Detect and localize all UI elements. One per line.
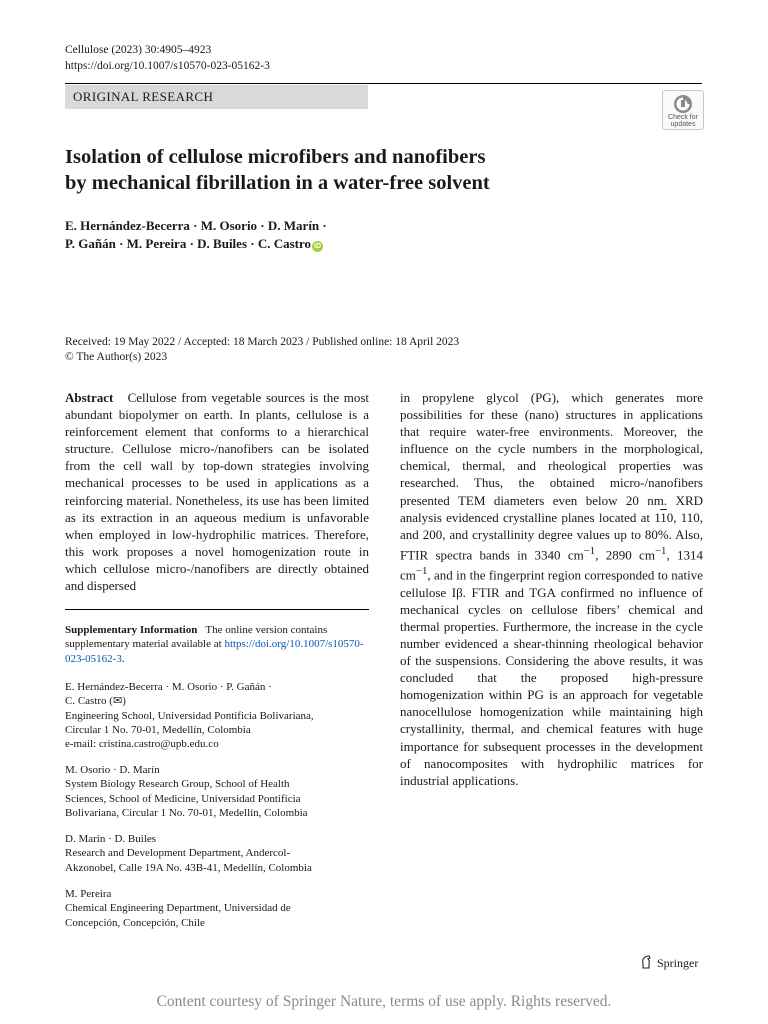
affiliation-line: Bolivariana, Circular 1 No. 70-01, Medellín, Colombia [65,806,308,819]
affiliation-line: System Biology Research Group, School of Health [65,778,290,791]
affiliation-names: M. Osorio · D. Marín [65,764,160,776]
header-rule [65,83,702,84]
affiliation-names: E. Hernández-Becerra · M. Osorio · P. Gañán · [65,681,272,693]
footnote-rule [65,609,369,610]
section-label: ORIGINAL RESEARCH [65,85,368,109]
affiliation-block-2 [65,763,369,820]
affiliation-block-3 [65,832,369,875]
check-updates-icon [673,94,693,114]
abstract-sep-1: , 2890 cm [595,547,655,563]
affiliation-line: Research and Development Department, Andercol- [65,847,291,860]
supplementary-text: The online version contains supplementary material available at [65,624,328,651]
abstract-heading: Abstract [65,390,114,405]
abstract-text-right-1: in propylene glycol (PG), which generates more possibilities for these (nano) structures in applications that require water-free environments. Moreover, the influence on the cycle numbers in the morphological, chemical, thermal, and rheological properties was researched. Thus, the obtained micro-/nanofibers presented TEM diameters even below 20 nm. XRD analysis evidenced crystalline planes located at 1 [400,390,703,525]
article-title [65,144,625,196]
mail-icon[interactable]: ✉ [112,695,123,708]
abstract-text-right-2: 0, 110, and 200, and crystallinity degree values up to 80%. Also, FTIR spectra bands in 3340 cm [400,509,703,563]
publication-dates [65,335,459,365]
springer-logo [640,955,698,971]
check-for-updates-badge[interactable] [662,90,704,130]
springer-horse-icon [640,955,653,969]
affiliation-block-4 [65,887,369,930]
affiliation-line: Engineering School, Universidad Pontificia Bolivariana, [65,709,314,722]
supplementary-heading: Supplementary Information [65,624,198,636]
courtesy-notice: Content courtesy of Springer Nature, terms of use apply. Rights reserved. [156,993,612,1010]
doi-link[interactable]: https://doi.org/10.1007/s10570-023-05162-3 [65,60,270,72]
journal-citation: Cellulose (2023) 30:4905–4923 [65,44,212,56]
affiliation-line: Concepción, Concepción, Chile [65,916,205,929]
publisher-name: Springer [657,956,699,970]
abstract-sep-2: , 1314 cm [400,547,703,583]
history-dates: Received: 19 May 2022 / Accepted: 18 March 2023 / Published online: 18 April 2023 [65,336,460,348]
author-list [65,217,585,253]
affiliation-line: Circular 1 No. 70-01, Medellín, Colombia [65,723,251,736]
affiliation-names-line-2: C. Castro (✉) [65,695,126,708]
abstract-text-right-3: , and in the fingerprint region corresponded to native cellulose Iβ. FTIR and TGA confirmed no influence of mechanical cycles on cellulose fibers’ chemical and thermal properties. Furthermore, the increase in the cycle number evidenced a shear-thinning rheological behavior of the suspensions. Considering the above results, it was concluded that the proposed high-pressure homogenization within PG is an approach for vegetable nanocellulose homogenization while maintaining high crystallinity, thermal, and chemical features with huge importance for subsequent processes in the development of nanocomposites with hydrophilic matrices for industrial applications. [400,567,703,788]
affiliation-block-1 [65,680,369,751]
authors-line-2: P. Gañán · M. Pereira · D. Builes · C. Castro [65,236,312,251]
affiliation-names: M. Pereira [65,888,112,900]
abstract-right-column [400,389,703,789]
copyright-line: © The Author(s) 2023 [65,351,168,363]
orcid-icon[interactable]: iD [314,243,322,250]
affiliation-email[interactable]: e-mail: cristina.castro@upb.edu.co [65,738,219,751]
affiliation-line: Akzonobel, Calle 19A No. 43B-41, Medellín, Colombia [65,861,312,874]
affiliation-line: Sciences, School of Medicine, Universidad Pontificia [65,792,301,805]
overlined-digit: 1 [660,509,667,525]
abstract-text-left: Cellulose from vegetable sources is the most abundant biopolymer on earth. In plants, cellulose is a reinforcement element that conforms to a hierarchical structure. Cellulose micro-/nanofibers can be isolated from the cell wall by top-down strategies involving mechanical processes to be used in applications as a reinforcing material. Nonetheless, its use has been limited as its extraction in an aqueous medium is unfavorable when employed in low-hydrophilic matrices. Therefore, this work proposes a novel homogenization route in which cellulose micro-/nanofibers are directly obtained and dispersed [65,390,369,594]
superscript-2: −1 [654,544,667,557]
authors-line-1: E. Hernández-Becerra · M. Osorio · D. Marín · [65,218,327,233]
title-line-1: Isolation of cellulose microfibers and nanofibers [65,146,486,168]
superscript-3: −1 [415,565,428,578]
affiliation-names: D. Marín · D. Builes [65,833,157,845]
check-updates-label: Check for updates [668,114,698,128]
supplementary-link[interactable]: https://doi.org/10.1007/s10570-023-05162-3 [65,638,364,665]
superscript-1: −1 [583,544,596,557]
title-line-2: by mechanical fibrillation in a water-free solvent [65,172,490,194]
abstract-left-column [65,389,369,594]
supplementary-information [65,623,369,666]
supplementary-end: . [121,652,125,665]
journal-citation-block [65,42,270,74]
affiliation-line: Chemical Engineering Department, Universidad de [65,902,291,915]
